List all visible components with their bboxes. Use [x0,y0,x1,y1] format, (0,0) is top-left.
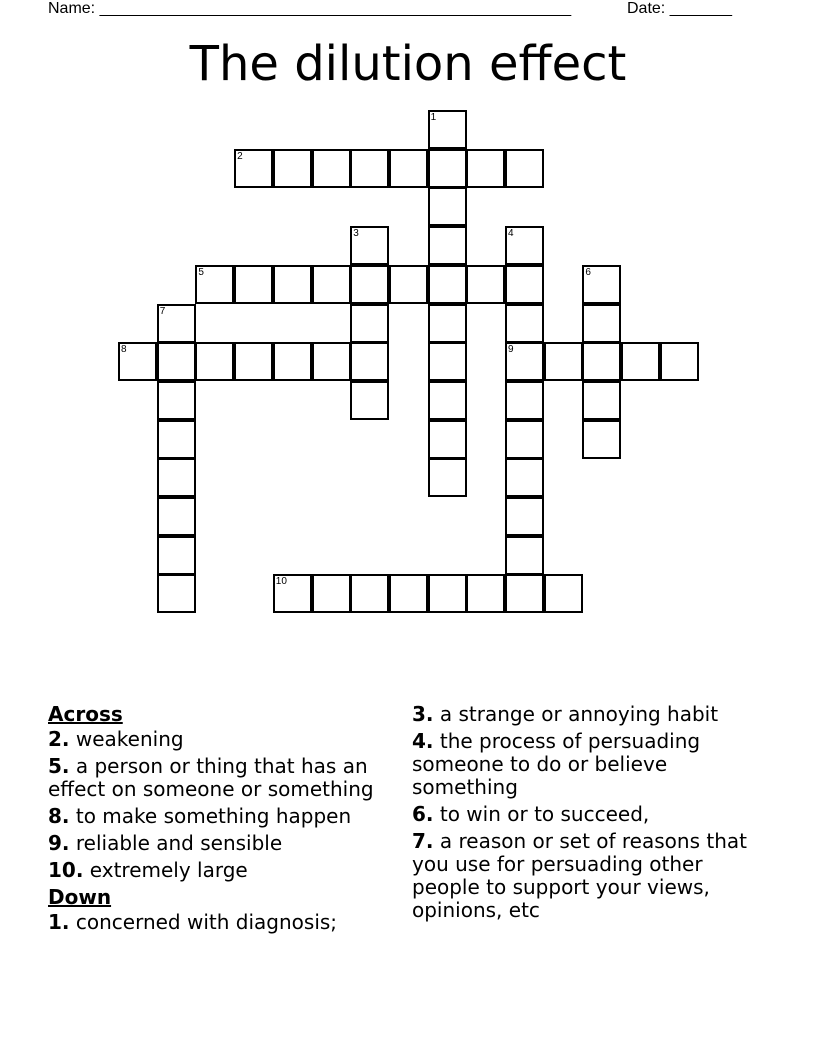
crossword-cell[interactable] [350,342,389,381]
crossword-cell[interactable] [428,149,467,188]
crossword-cell[interactable] [350,574,389,613]
crossword-cell[interactable] [350,304,389,343]
cell-number: 7 [159,305,166,317]
crossword-cell[interactable] [660,342,699,381]
clue-text: to make something happen [75,804,352,828]
crossword-cell[interactable] [505,536,544,575]
crossword-cell[interactable] [157,304,196,343]
crossword-cell[interactable] [505,497,544,536]
crossword-cell[interactable] [428,381,467,420]
crossword-cell[interactable] [428,420,467,459]
clue-number: 10. [48,858,84,882]
cell-number: 8 [121,344,127,356]
page-title: The dilution effect [189,36,627,92]
crossword-cell[interactable] [582,304,621,343]
crossword-cell[interactable] [428,458,467,497]
clue-number: 3. [412,702,434,726]
crossword-cell[interactable] [234,149,273,188]
crossword-cell[interactable] [157,458,196,497]
crossword-cell[interactable] [234,265,273,304]
crossword-cell[interactable] [157,381,196,420]
clue-number: 4. [412,729,434,753]
clue-down-6 [412,803,772,826]
clue-number: 7. [412,829,434,853]
crossword-cell[interactable] [118,342,157,381]
clue-down-4 [412,730,772,799]
crossword-cell[interactable] [350,381,389,420]
crossword-cell[interactable] [505,420,544,459]
crossword-cell[interactable] [505,458,544,497]
clue-across-5 [48,755,398,801]
crossword-cell[interactable] [466,149,505,188]
crossword-cell[interactable] [389,574,428,613]
clue-number: 8. [48,804,70,828]
crossword-cell[interactable] [466,265,505,304]
clue-across-2 [48,728,398,751]
crossword-cell[interactable] [505,381,544,420]
crossword-cell[interactable] [428,342,467,381]
crossword-cell[interactable] [350,149,389,188]
crossword-cell[interactable] [350,226,389,265]
crossword-cell[interactable] [582,420,621,459]
clue-text: reliable and sensible [75,831,283,855]
clue-across-8 [48,805,398,828]
clue-text: concerned with diagnosis; [75,910,338,934]
across-heading: Across [48,702,123,726]
crossword-cell[interactable] [428,110,467,149]
crossword-cell[interactable] [312,574,351,613]
crossword-cell[interactable] [273,149,312,188]
crossword-cell[interactable] [505,304,544,343]
crossword-cell[interactable] [621,342,660,381]
crossword-cell[interactable] [505,226,544,265]
down-heading: Down [48,885,112,909]
clue-text: extremely large [89,858,248,882]
clue-number: 9. [48,831,70,855]
crossword-cell[interactable] [157,420,196,459]
crossword-cell[interactable] [428,265,467,304]
crossword-cell[interactable] [505,149,544,188]
crossword-cell[interactable] [273,265,312,304]
clue-text: a reason or set of reasons that you use for persuading other people to support your views, opinions, etc [412,829,747,922]
name-label: Name: [48,0,96,17]
clue-text: to win or to succeed, [439,802,650,826]
crossword-cell[interactable] [157,342,196,381]
clue-number: 6. [412,802,434,826]
crossword-cell[interactable] [273,574,312,613]
crossword-cell[interactable] [544,342,583,381]
clue-down-1 [48,911,398,934]
crossword-cell[interactable] [428,187,467,226]
crossword-cell[interactable] [582,381,621,420]
clue-text: the process of persuading someone to do or believe something [412,729,701,799]
crossword-cell[interactable] [273,342,312,381]
cell-number: 6 [585,266,591,278]
crossword-cell[interactable] [505,265,544,304]
cell-number: 5 [198,266,204,278]
cell-number: 3 [353,228,359,240]
crossword-cell[interactable] [544,574,583,613]
clue-number: 1. [48,910,70,934]
date-blank[interactable]: _______ [669,0,732,17]
crossword-cell[interactable] [582,265,621,304]
crossword-cell[interactable] [505,574,544,613]
clue-number: 2. [48,727,70,751]
clue-text: a strange or annoying habit [439,702,719,726]
cell-number: 10 [275,576,287,588]
crossword-cell[interactable] [195,265,234,304]
crossword-cell[interactable] [505,342,544,381]
cell-number: 4 [508,228,514,240]
clue-across-10 [48,859,398,882]
crossword-cell[interactable] [582,342,621,381]
name-blank[interactable]: _____________________________________________________ [99,0,572,17]
cell-number: 1 [430,112,437,123]
crossword-cell[interactable] [428,226,467,265]
crossword-cell[interactable] [466,574,505,613]
clue-across-9 [48,832,398,855]
cell-number: 9 [508,344,514,356]
crossword-cell[interactable] [428,574,467,613]
clues-column-left [48,703,398,938]
clue-number: 5. [48,754,70,778]
crossword-cell[interactable] [157,574,196,613]
crossword-cell[interactable] [350,265,389,304]
crossword-cell[interactable] [312,342,351,381]
crossword-cell[interactable] [312,265,351,304]
clue-down-7 [412,830,772,922]
clue-text: a person or thing that has an effect on someone or something [48,754,374,801]
crossword-cell[interactable] [389,265,428,304]
clue-text: weakening [75,727,184,751]
crossword-cell[interactable] [312,149,351,188]
crossword-cell[interactable] [157,536,196,575]
crossword-cell[interactable] [234,342,273,381]
clues-column-right [412,703,772,926]
cell-number: 2 [237,150,243,162]
clue-down-3 [412,703,772,726]
crossword-cell[interactable] [389,149,428,188]
date-label: Date: [627,0,666,17]
crossword-cell[interactable] [157,497,196,536]
crossword-cell[interactable] [195,342,234,381]
crossword-cell[interactable] [428,304,467,343]
